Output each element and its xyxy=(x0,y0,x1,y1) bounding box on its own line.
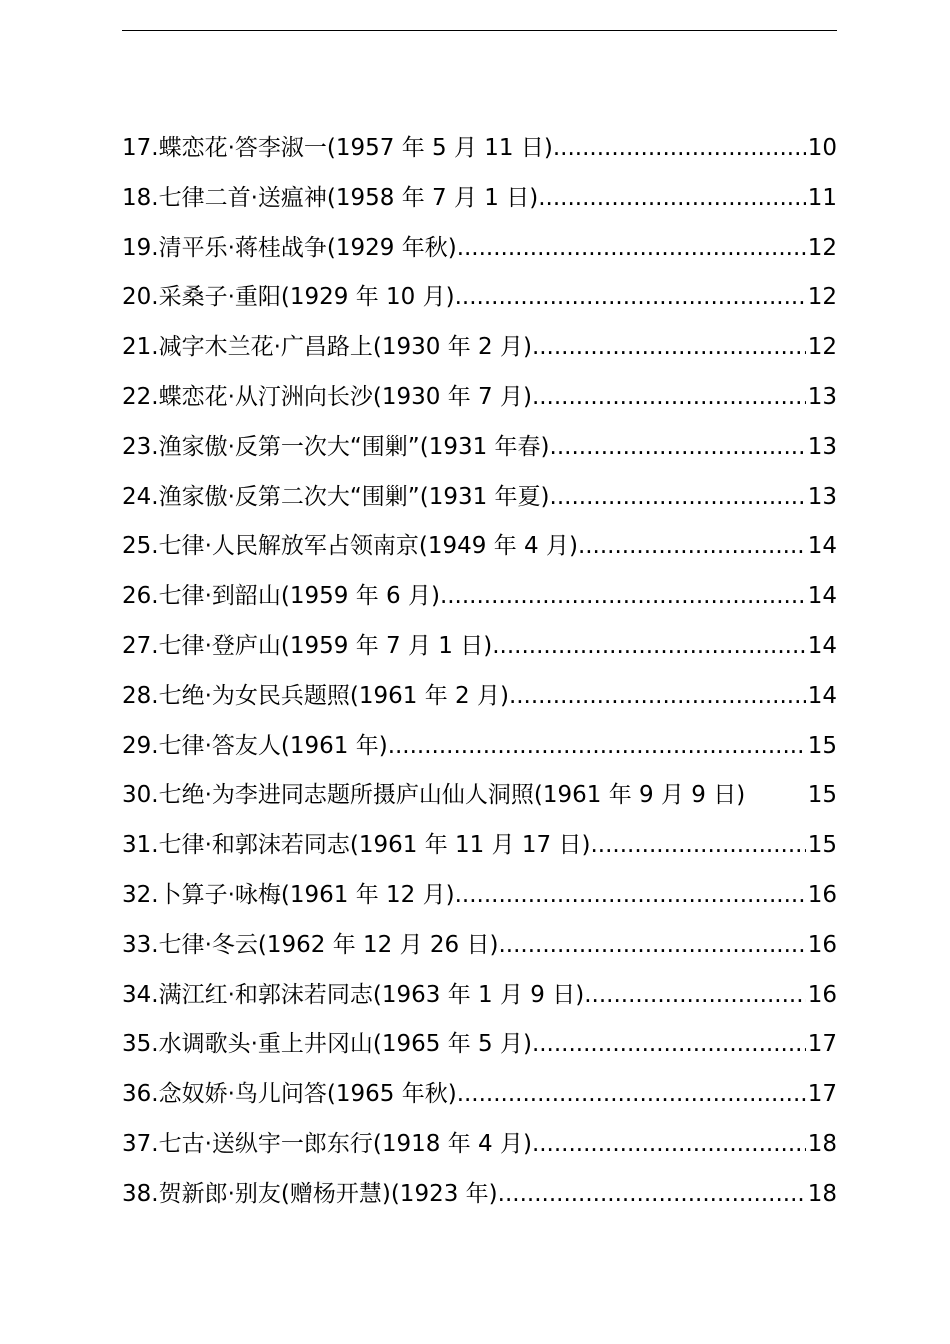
toc-entry-title: 18.七律二首·送瘟神(1958 年 7 月 1 日) xyxy=(122,184,539,211)
toc-entry[interactable] xyxy=(122,1170,837,1220)
toc-entry-page-number: 13 xyxy=(807,433,837,460)
toc-entry-title: 30.七绝·为李进同志题所摄庐山仙人洞照(1961 年 9 月 9 日) xyxy=(122,782,746,809)
toc-entry[interactable] xyxy=(122,473,837,523)
toc-entry-leader xyxy=(532,323,806,373)
toc-entry-leader xyxy=(590,821,805,871)
toc-entry[interactable] xyxy=(122,124,837,174)
toc-entry-leader xyxy=(532,373,806,423)
toc-entry-leader xyxy=(455,871,806,921)
toc-entry-leader xyxy=(498,1170,806,1220)
toc-entry-title: 37.七古·送纵宇一郎东行(1918 年 4 月) xyxy=(122,1130,532,1157)
toc-entry-leader xyxy=(492,622,806,672)
toc-entry-page-number: 13 xyxy=(807,483,837,510)
toc-entry-page-number: 16 xyxy=(807,931,837,958)
toc-entry-page-number: 14 xyxy=(807,583,837,610)
toc-entry-leader xyxy=(584,971,806,1021)
toc-entry-title: 24.渔家傲·反第二次大“围剿”(1931 年夏) xyxy=(122,483,550,510)
toc-entry-title: 31.七律·和郭沫若同志(1961 年 11 月 17 日) xyxy=(122,832,591,859)
toc-entry-page-number: 17 xyxy=(807,1081,837,1108)
toc-entry-title: 36.念奴娇·鸟儿问答(1965 年秋) xyxy=(122,1081,457,1108)
toc-entry[interactable] xyxy=(122,323,837,373)
toc-entry-title: 17.蝶恋花·答李淑一(1957 年 5 月 11 日) xyxy=(122,135,553,161)
toc-entry-page-number: 13 xyxy=(807,383,837,410)
toc-entry-leader xyxy=(578,522,806,572)
toc-entry-leader xyxy=(550,423,806,473)
toc-entry[interactable] xyxy=(122,1070,837,1120)
toc-entry[interactable] xyxy=(122,1020,837,1070)
toc-entry-page-number: 11 xyxy=(807,184,837,211)
toc-entry[interactable] xyxy=(122,971,837,1021)
toc-entry-leader xyxy=(498,921,805,971)
toc-entry-leader xyxy=(538,174,806,224)
toc-entry-leader xyxy=(440,572,806,622)
toc-entry-leader xyxy=(550,473,806,523)
toc-entry[interactable] xyxy=(122,174,837,224)
toc-entry-title: 29.七律·答友人(1961 年) xyxy=(122,732,388,759)
toc-entry-title: 33.七律·冬云(1962 年 12 月 26 日) xyxy=(122,931,499,958)
toc-entry-leader xyxy=(509,672,806,722)
toc-entry[interactable] xyxy=(122,672,837,722)
toc-entry-leader xyxy=(455,273,806,323)
header-rule xyxy=(122,30,837,31)
toc-entry-page-number: 15 xyxy=(807,732,837,759)
toc-entry[interactable] xyxy=(122,722,837,772)
toc-entry-page-number: 16 xyxy=(807,881,837,908)
toc-entry-page-number: 15 xyxy=(807,782,837,809)
toc-entry-page-number: 15 xyxy=(807,832,837,859)
toc-entry-page-number: 14 xyxy=(807,632,837,659)
toc-entry-leader xyxy=(457,224,806,274)
toc-entry-leader xyxy=(388,722,806,772)
toc-entry[interactable] xyxy=(122,1120,837,1170)
toc-entry-title: 20.采桑子·重阳(1929 年 10 月) xyxy=(122,284,455,311)
toc-entry[interactable] xyxy=(122,224,837,274)
toc-entry[interactable] xyxy=(122,622,837,672)
toc-entry-page-number: 12 xyxy=(807,334,837,361)
toc-entry-title: 19.清平乐·蒋桂战争(1929 年秋) xyxy=(122,234,457,261)
toc-entry[interactable] xyxy=(122,921,837,971)
toc-entry[interactable] xyxy=(122,821,837,871)
toc-entry-leader xyxy=(532,1120,806,1170)
toc-entry-title: 23.渔家傲·反第一次大“围剿”(1931 年春) xyxy=(122,433,550,460)
toc-entry-leader xyxy=(532,1020,806,1070)
toc-entry-title: 32.卜算子·咏梅(1961 年 12 月) xyxy=(122,881,455,908)
toc-entry-title: 22.蝶恋花·从汀洲向长沙(1930 年 7 月) xyxy=(122,383,532,410)
toc-entry-title: 35.水调歌头·重上井冈山(1965 年 5 月) xyxy=(122,1031,532,1058)
toc-entry-title: 25.七律·人民解放军占领南京(1949 年 4 月) xyxy=(122,533,578,560)
toc-entry-page-number: 18 xyxy=(807,1130,837,1157)
toc-entry[interactable] xyxy=(122,373,837,423)
toc-entry-page-number: 18 xyxy=(807,1180,837,1207)
toc-entry-page-number: 16 xyxy=(807,981,837,1008)
toc-entry-title: 26.七律·到韶山(1959 年 6 月) xyxy=(122,583,440,610)
toc-entry-page-number: 10 xyxy=(807,135,837,161)
toc-entry-page-number: 12 xyxy=(807,234,837,261)
toc-entry-page-number: 17 xyxy=(807,1031,837,1058)
toc-entry-title: 27.七律·登庐山(1959 年 7 月 1 日) xyxy=(122,632,493,659)
table-of-contents xyxy=(122,124,837,1220)
toc-entry[interactable] xyxy=(122,423,837,473)
toc-entry-title: 21.减字木兰花·广昌路上(1930 年 2 月) xyxy=(122,334,532,361)
toc-entry-page-number: 12 xyxy=(807,284,837,311)
toc-entry-page-number: 14 xyxy=(807,533,837,560)
toc-entry-title: 28.七绝·为女民兵题照(1961 年 2 月) xyxy=(122,682,509,709)
toc-entry[interactable] xyxy=(122,771,837,821)
toc-entry[interactable] xyxy=(122,522,837,572)
toc-entry-title: 38.贺新郎·别友(赠杨开慧)(1923 年) xyxy=(122,1180,498,1207)
toc-entry[interactable] xyxy=(122,871,837,921)
toc-entry-title: 34.满江红·和郭沫若同志(1963 年 1 月 9 日) xyxy=(122,981,585,1008)
toc-entry-leader xyxy=(553,124,806,174)
toc-entry[interactable] xyxy=(122,273,837,323)
toc-entry-leader xyxy=(457,1070,806,1120)
toc-entry[interactable] xyxy=(122,572,837,622)
toc-entry-page-number: 14 xyxy=(807,682,837,709)
